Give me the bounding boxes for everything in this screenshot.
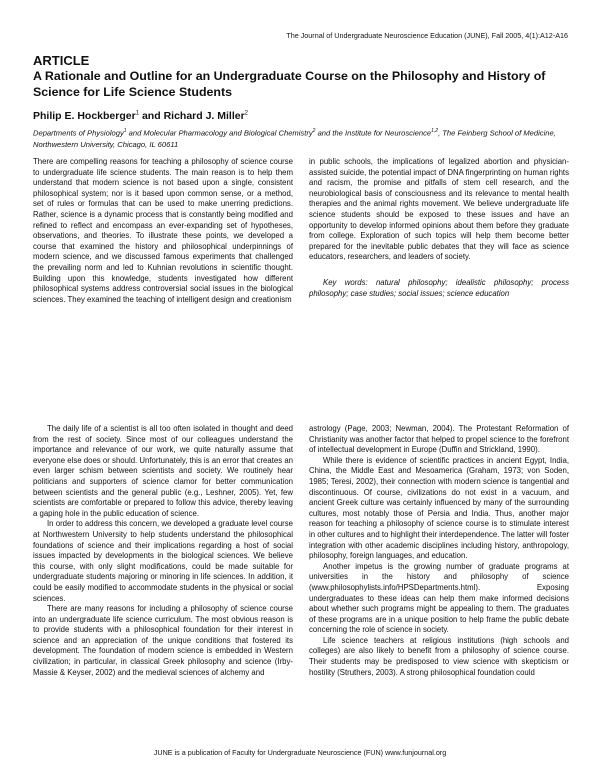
affiliation-text: and Molecular Pharmacology and Biological Chemistry <box>126 128 313 138</box>
body-paragraph: In order to address this concern, we developed a graduate level course at Northwestern University to help students understand the philosophical foundations of science and their implications regarding a host of social issues impacted by developments in the biological sciences. We believe this course, with only slight modifications, could be made suitable for undergraduate students majoring or minoring in life sciences. In addition, it could be easily modified to accommodate students in the physical or social sciences. <box>33 519 293 603</box>
abstract-paragraph: There are compelling reasons for teaching a philosophy of science course to undergraduate life science students. The main reason is to help them understand that modern science is not based upon a single, consistent philosophical system; nor is it based upon common sense, or a method, set of rules or formulas that can be used to make unerring predictions. Rather, science is a dynamic process that is constantly being modified and refined to reflect and encompass an ever-expanding set of hypotheses, observations, and theories. To illustrate these points, we developed a course that examined the history and philosophical underpinnings of modern science, and we discussed famous experiments that challenged the prevailing norm and led to Kuhnian revolutions in scientific thought. Building upon this knowledge, students investigated how different philosophical systems address controversial social issues in the biological sciences. They examined the teaching of intelligent design and creationism <box>33 157 293 304</box>
author-name: Philip E. Hockberger <box>33 110 136 122</box>
abstract-paragraph: in public schools, the implications of legalized abortion and physician-assisted suicide, the potential impact of DNA fingerprinting on human rights and racism, the promise and pitfalls of stem cell research, and the neurobiological basis of consciousness and its relevance to mental health therapies and the animal rights movement. We believe undergraduate life science students should be exposed to these issues and have an opportunity to develop informed opinions about them before they graduate from college. Exploration of such topics will help them become better prepared for the inevitable public debates that they will face as science educators, researchers, and leaders of society. <box>309 157 569 262</box>
affiliation-superscript: 1,2 <box>431 128 439 134</box>
article-title: A Rationale and Outline for an Undergraduate Course on the Philosophy and History of Science for Life Science Students <box>33 69 546 99</box>
body-right-column <box>309 424 569 740</box>
journal-citation: The Journal of Undergraduate Neuroscience Education (JUNE), Fall 2005, 4(1):A12-A16 <box>286 31 568 40</box>
abstract-right-column <box>309 157 569 299</box>
body-paragraph: Life science teachers at religious institutions (high schools and colleges) are also likely to benefit from a philosophy of science course. Their students may be predisposed to view science with skepticism or hostility (Struthers, 2003). A strong philosophical foundation could <box>309 635 569 677</box>
page-footer: JUNE is a publication of Faculty for Undergraduate Neuroscience (FUN) www.funjournal.org <box>153 748 447 757</box>
affiliation-superscript: 2 <box>312 128 316 134</box>
affiliation-superscript: 1 <box>123 128 127 134</box>
author-line <box>33 110 248 122</box>
affiliation-text: , The Feinberg School of Medicine, Northwestern University, Chicago, IL 60611 <box>33 128 556 149</box>
author-superscript: 2 <box>244 110 249 117</box>
body-paragraph: The daily life of a scientist is all too often isolated in thought and deed from the rest of society. Since most of our colleagues understand the importance and relevance of our work, we quite naturally assume that everyone else does or should. Unfortunately, this is an error that creates an even larger schism between scientists and society. We routinely hear politicians and supporters of science clamor for better communication between scientists and the general public (e.g., Leshner, 2005). Yet, few scientists are comfortable or prepared to follow this advice, thereby leaving a gaping hole in the public education of science. <box>33 424 293 518</box>
author-superscript: 1 <box>135 110 140 117</box>
abstract-left-column <box>33 157 293 387</box>
affiliation-text: Departments of Physiology <box>33 128 124 138</box>
body-paragraph: astrology (Page, 2003; Newman, 2004). The Protestant Reformation of Christianity was another factor that helped to propel science to the forefront of intellectual development in Europe (Duffin and Strickland, 1990). <box>309 424 569 455</box>
article-type-label: ARTICLE <box>33 53 90 68</box>
body-left-column <box>33 424 293 740</box>
author-name: Richard J. Miller <box>163 110 245 122</box>
body-paragraph: While there is evidence of scientific practices in ancient Egypt, India, China, the Middle East and Mesoamerica (Graham, 1973; von Soden, 1985; Teresi, 2002), their connection with modern science is tangential and discontinuous. Of course, civilizations do not exist in a vacuum, and ancient Greek culture was certainly influenced by many of the surrounding cultures, most notably those of Persia and India. Thus, another major reason for teaching a philosophy of science course is to stimulate interest in other cultures and to highlight their interdependence. The latter will foster integration with other academic disciplines including history, anthropology, philosophy, foreign languages, and education. <box>309 455 569 561</box>
affiliations <box>33 126 578 150</box>
body-paragraph: Another impetus is the growing number of graduate programs at universities in the history and philosophy of science (www.philosophylists.info/HPSDepartments.html). Exposing undergraduates to these ideas can help them make informed decisions about whether such programs might be appealing to them. The graduates of these programs are in a unique position to help frame the public debate concerning the role of science in society. <box>309 561 569 635</box>
author-conjunction: and <box>139 110 164 122</box>
keywords: Key words: natural philosophy; idealistic philosophy; process philosophy; case studies; social issues; science education <box>309 277 569 298</box>
affiliation-text: and the Institute for Neuroscience <box>315 128 432 138</box>
body-paragraph: There are many reasons for including a philosophy of science course into an undergraduate life science curriculum. The most obvious reason is to provide students with a philosophical foundation for their interest in science and an appreciation of the unique conditions that fostered its development. The foundation of modern science is embedded in Western civilization; in particular, in classical Greek philosophy and science (Irby-Massie & Keyser, 2002) and the medieval sciences of alchemy and <box>33 604 293 677</box>
